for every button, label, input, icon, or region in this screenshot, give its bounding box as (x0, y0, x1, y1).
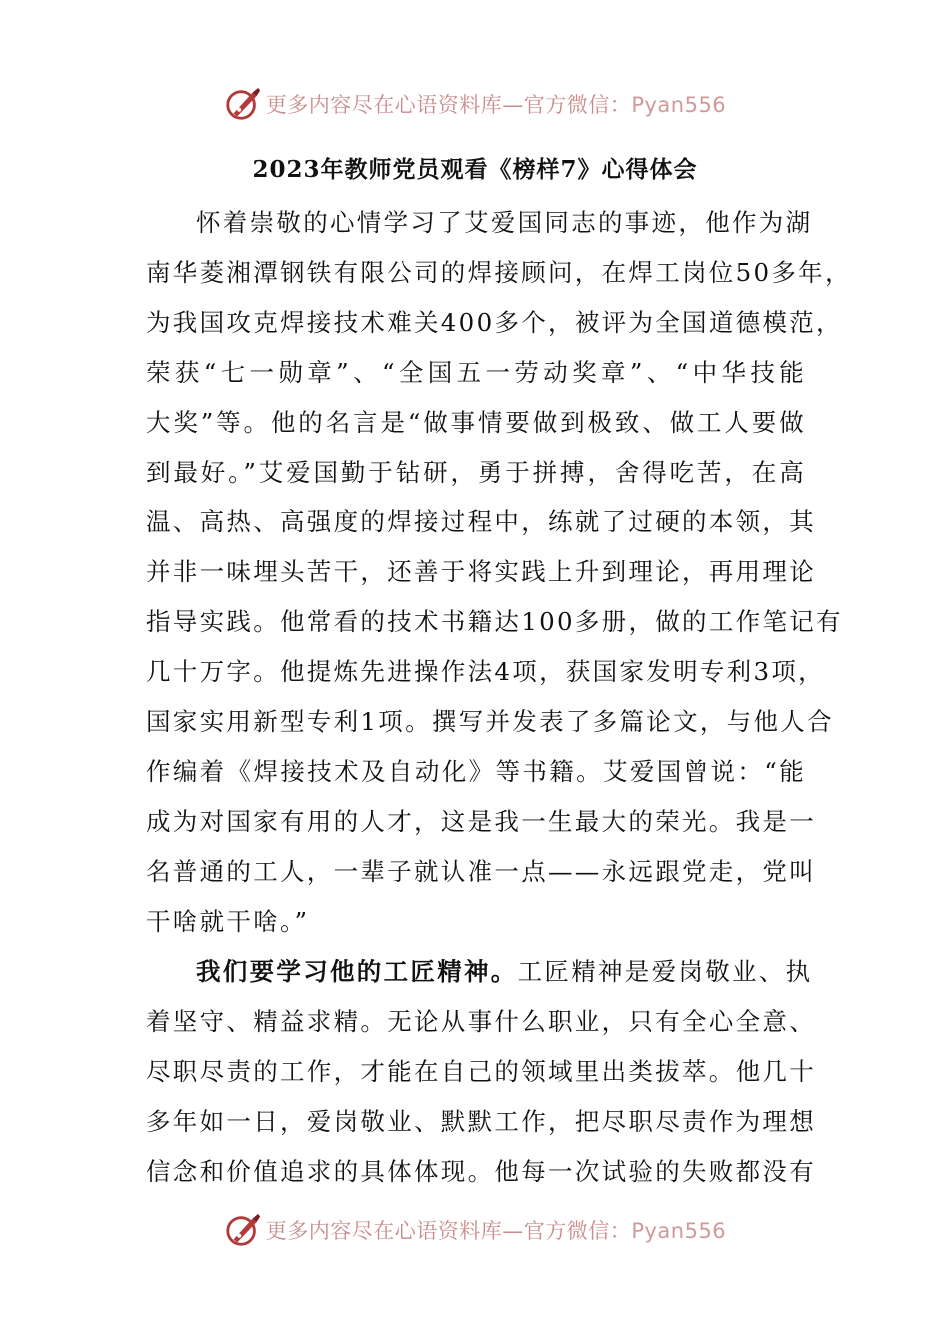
paragraph-1-line: 温、高热、高强度的焊接过程中，练就了过硬的本领，其 (146, 507, 816, 537)
paragraph-1-line: 荣获“七一勋章”、“全国五一劳动奖章”、“中华技能 (146, 357, 806, 387)
paragraph-1-line: 到最好。”艾爱国勤于钻研，勇于拼搏，舍得吃苦，在高 (146, 457, 806, 487)
paragraph-1-line: 几十万字。他提炼先进操作法4项，获国家发明专利3项， (146, 657, 825, 687)
watermark-text (266, 89, 726, 119)
paragraph-1-line: 为我国攻克焊接技术难关400多个，被评为全国道德模范， (146, 307, 843, 337)
document-title: 2023年教师党员观看《榜样7》心得体会 (252, 156, 698, 183)
paragraph-2-first-line (146, 947, 813, 997)
watermark-wechat-id: Pyan556 (631, 1219, 727, 1243)
paragraph-1-line: 作编着《焊接技术及自动化》等书籍。艾爱国曾说：“能 (146, 756, 806, 786)
watermark-text-cn: 更多内容尽在心语资料库—官方微信： (265, 93, 632, 117)
paragraph-2-line: 多年如一日，爱岗敬业、默默工作，把尽职尽责作为理想 (146, 1106, 816, 1136)
watermark-wechat-id: Pyan556 (631, 93, 727, 117)
paragraph-2-lead: 我们要学习他的工匠精神。 (196, 957, 518, 986)
paragraph-1-line: 指导实践。他常看的技术书籍达100多册，做的工作笔记有 (146, 607, 843, 637)
paragraph-1-line: 南华菱湘潭钢铁有限公司的焊接顾问，在焊工岗位50多年， (146, 257, 852, 287)
pen-nib-circle-icon (224, 1211, 262, 1249)
paragraph-2-line: 尽职尽责的工作，才能在自己的领域里出类拔萃。他几十 (146, 1056, 816, 1086)
pen-nib-circle-icon (224, 85, 262, 123)
watermark-text-cn: 更多内容尽在心语资料库—官方微信： (265, 1219, 632, 1243)
watermark-banner-bottom (0, 1208, 950, 1252)
paragraph-2-line: 信念和价值追求的具体体现。他每一次试验的失败都没有 (146, 1156, 816, 1186)
paragraph-1-line: 成为对国家有用的人才，这是我一生最大的荣光。我是一 (146, 806, 816, 836)
paragraph-1-line: 名普通的工人，一辈子就认准一点——永远跟党走，党叫 (146, 856, 816, 886)
paragraph-1-line: 干啥就干啥。” (146, 906, 310, 936)
paragraph-1 (146, 198, 852, 947)
paragraph-2-line: 着坚守、精益求精。无论从事什么职业，只有全心全意、 (146, 1006, 816, 1036)
paragraph-1-line: 大奖”等。他的名言是“做事情要做到极致、做工人要做 (146, 407, 806, 437)
paragraph-2-first-rest: 工匠精神是爱岗敬业、执 (517, 957, 813, 986)
paragraph-1-line: 怀着崇敬的心情学习了艾爱国同志的事迹，他作为湖 (196, 208, 813, 237)
paragraph-1-line: 并非一味埋头苦干，还善于将实践上升到理论，再用理论 (146, 557, 816, 587)
watermark-banner-top (0, 82, 950, 126)
paragraph-1-line: 国家实用新型专利1项。撰写并发表了多篇论文，与他人合 (146, 707, 834, 737)
paragraph-2 (146, 947, 816, 1197)
watermark-text (266, 1215, 726, 1245)
